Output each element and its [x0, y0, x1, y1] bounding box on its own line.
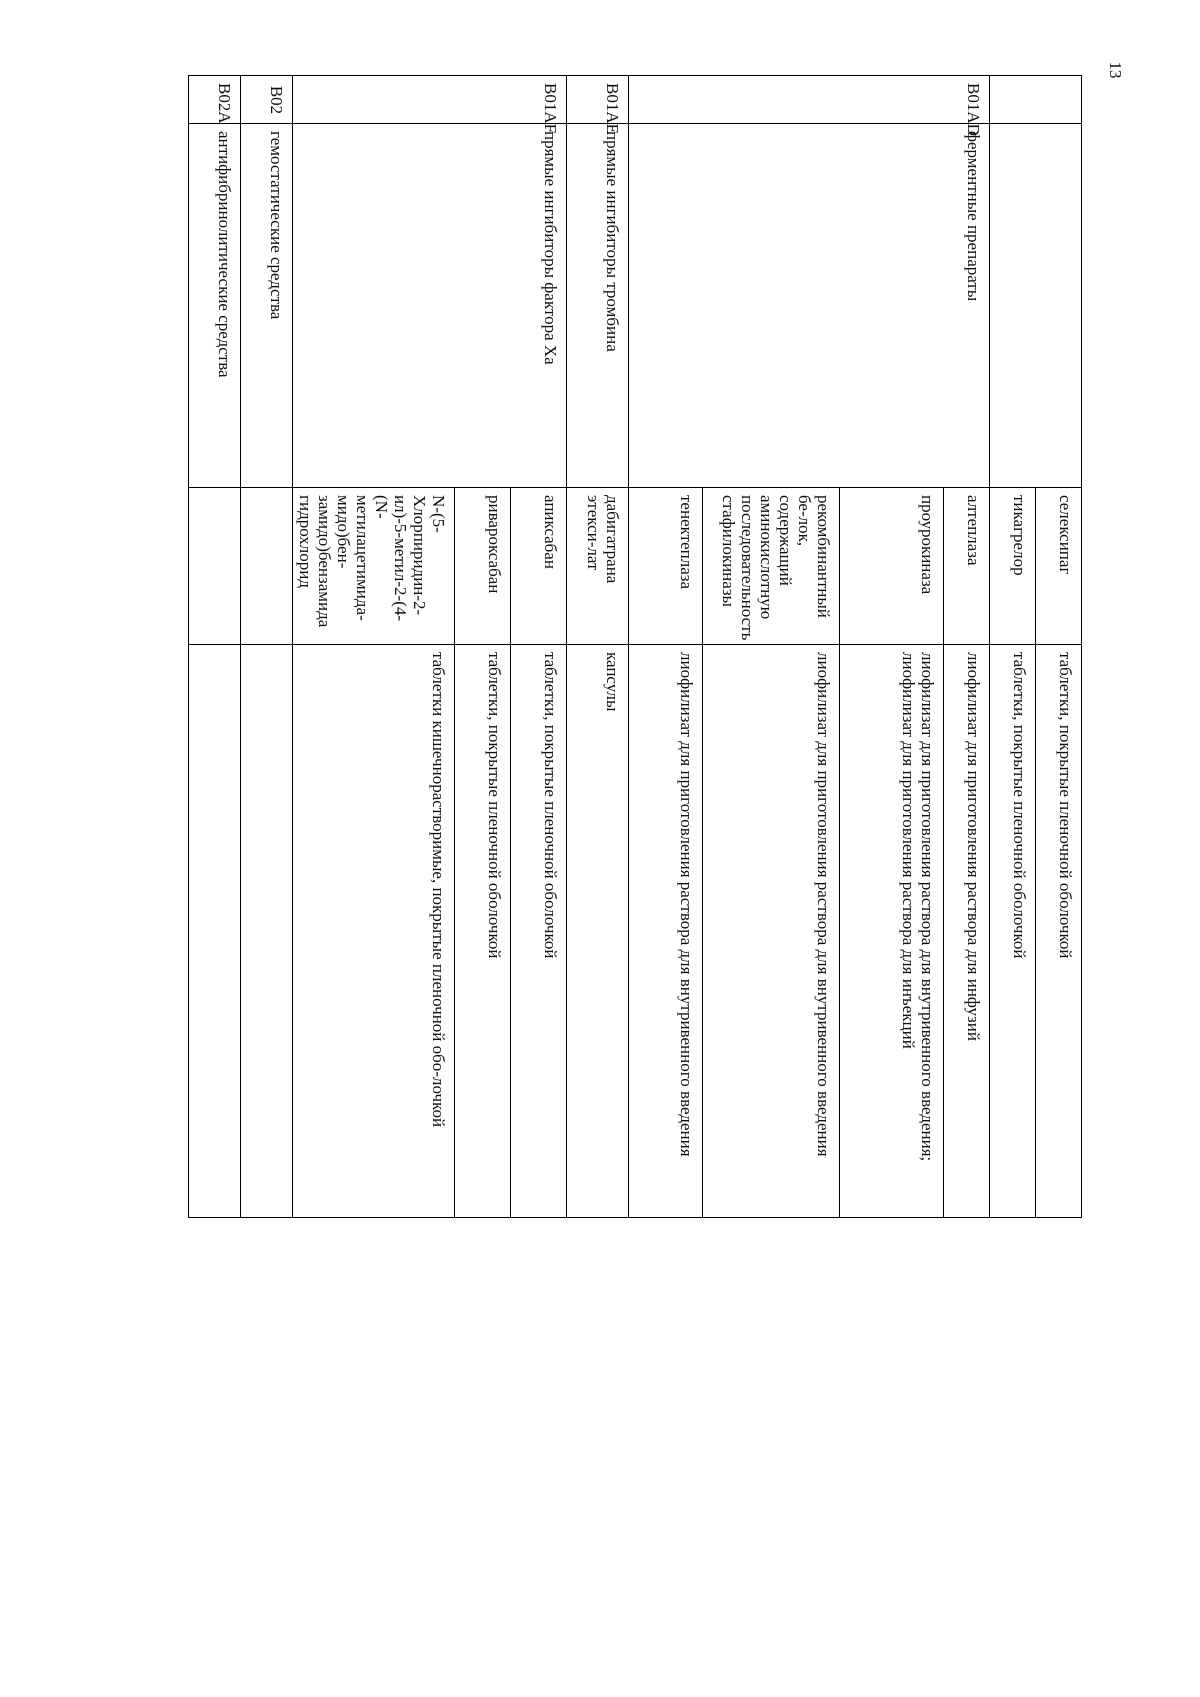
dosage-form-cell: таблетки, покрытые пленочной оболочкой: [1036, 645, 1082, 1218]
dosage-form-cell: лиофилизат для приготовления раствора для инфузий: [944, 645, 990, 1218]
drug-name-cell: алтеплаза: [944, 488, 990, 645]
table-row: [241, 76, 293, 1218]
dosage-form-cell: лиофилизат для приготовления раствора для внутривенного введения: [629, 645, 703, 1218]
atc-code-cell: B01AE: [567, 76, 629, 124]
table-row: [944, 76, 990, 1218]
dosage-form-cell: таблетки кишечнорастворимые, покрытые пленочной обо-лочкой: [293, 645, 455, 1218]
dosage-form-line: лиофилизат для приготовления раствора для инъекций: [899, 652, 918, 1049]
dosage-form-cell: [241, 645, 293, 1218]
dosage-form-cell: лиофилизат для приготовления раствора для внутривенного введения: [703, 645, 840, 1218]
drug-register-table: [188, 75, 1082, 1218]
drug-name-cell: [189, 488, 241, 645]
group-cell: прямые ингибиторы тромбина: [567, 124, 629, 488]
drug-name-cell: проурокиназа: [840, 488, 944, 645]
drug-name-cell: ривароксабан: [455, 488, 511, 645]
atc-code-cell: B02: [241, 76, 293, 124]
drug-name-cell: апиксабан: [511, 488, 567, 645]
drug-name-cell: дабигатрана этекси-лат: [567, 488, 629, 645]
group-cell: [990, 124, 1082, 488]
drug-name-cell: [241, 488, 293, 645]
table-row: [567, 76, 629, 1218]
group-cell: ферментные препараты: [629, 124, 990, 488]
drug-name-cell: селексипаг: [1036, 488, 1082, 645]
page-number: 13: [1106, 61, 1125, 79]
group-cell: гемостатические средства: [241, 124, 293, 488]
atc-code-cell: B01AF: [293, 76, 567, 124]
dosage-form-line: лиофилизат для приготовления раствора для внутривенного введения;: [918, 652, 937, 1162]
dosage-form-cell: [189, 645, 241, 1218]
dosage-form-cell: таблетки, покрытые пленочной оболочкой: [990, 645, 1036, 1218]
drug-name-cell: рекомбинантный бе-лок, содержащий аминокислотную последовательность стафилокиназы: [703, 488, 840, 645]
rotated-page-content: [91, 75, 1082, 1217]
table-row: [1036, 76, 1082, 1218]
atc-code-cell: [990, 76, 1082, 124]
dosage-form-cell: таблетки, покрытые пленочной оболочкой: [455, 645, 511, 1218]
table-row: [511, 76, 567, 1218]
atc-code-cell: B02A: [189, 76, 241, 124]
table-row: [189, 76, 241, 1218]
dosage-form-cell: таблетки, покрытые пленочной оболочкой: [511, 645, 567, 1218]
drug-name-cell: тенектеплаза: [629, 488, 703, 645]
dosage-form-cell: [840, 645, 944, 1218]
group-cell: антифибринолитические средства: [189, 124, 241, 488]
drug-name-cell: N-(5-Хлорпиридин-2-ил)-5-метил-2-(4-(N-метилацетимида-мидо)бен-замидо)бензамида гидрохлорид: [293, 488, 455, 645]
dosage-form-cell: капсулы: [567, 645, 629, 1218]
drug-name-cell: тикагрелор: [990, 488, 1036, 645]
group-cell: прямые ингибиторы фактора Ха: [293, 124, 567, 488]
atc-code-cell: B01AD: [629, 76, 990, 124]
